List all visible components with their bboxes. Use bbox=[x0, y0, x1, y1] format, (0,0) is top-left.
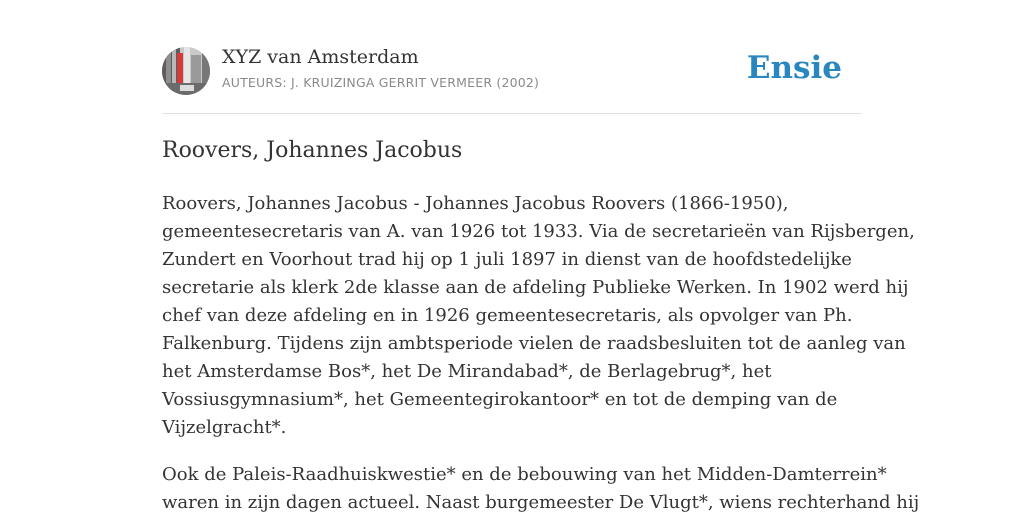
book-authors: AUTEURS: J. KRUIZINGA GERRIT VERMEER (2002) bbox=[222, 75, 540, 90]
article-title: Roovers, Johannes Jacobus bbox=[162, 138, 463, 163]
article-paragraph-1 bbox=[162, 190, 915, 442]
paragraph-line: Falkenburg. Tijdens zijn ambtsperiode vielen de raadsbesluiten tot de aanleg van bbox=[162, 333, 906, 354]
paragraph-line: Ook de Paleis-Raadhuiskwestie* en de bebouwing van het Midden-Damterrein* bbox=[162, 464, 887, 485]
paragraph-line: het Amsterdamse Bos*, het De Mirandabad*, de Berlagebrug*, het bbox=[162, 361, 772, 382]
paragraph-line: Vossiusgymnasium*, het Gemeentegirokantoor* en tot de demping van de bbox=[162, 389, 838, 410]
paragraph-line: Roovers, Johannes Jacobus - Johannes Jacobus Roovers (1866-1950), bbox=[162, 193, 789, 214]
paragraph-line: Vijzelgracht*. bbox=[162, 417, 287, 438]
header bbox=[162, 46, 862, 96]
paragraph-line: chef van deze afdeling en in 1926 gemeentesecretaris, als opvolger van Ph. bbox=[162, 305, 853, 326]
book-title[interactable]: XYZ van Amsterdam bbox=[222, 46, 419, 68]
ensie-logo-link[interactable]: Ensie bbox=[746, 50, 842, 86]
paragraph-line: waren in zijn dagen actueel. Naast burgemeester De Vlugt*, wiens rechterhand hij bbox=[162, 492, 920, 512]
paragraph-line: Zundert en Voorhout trad hij op 1 juli 1897 in dienst van de hoofdstedelijke bbox=[162, 249, 852, 270]
book-cover-image bbox=[162, 47, 210, 95]
book-cover-avatar[interactable] bbox=[162, 47, 210, 95]
article-paragraph-2 bbox=[162, 461, 920, 512]
article-body bbox=[162, 190, 920, 512]
header-divider bbox=[162, 113, 862, 114]
paragraph-line: gemeentesecretaris van A. van 1926 tot 1933. Via de secretarieën van Rijsbergen, bbox=[162, 221, 915, 242]
paragraph-line: secretarie als klerk 2de klasse aan de afdeling Publieke Werken. In 1902 werd hij bbox=[162, 277, 909, 298]
